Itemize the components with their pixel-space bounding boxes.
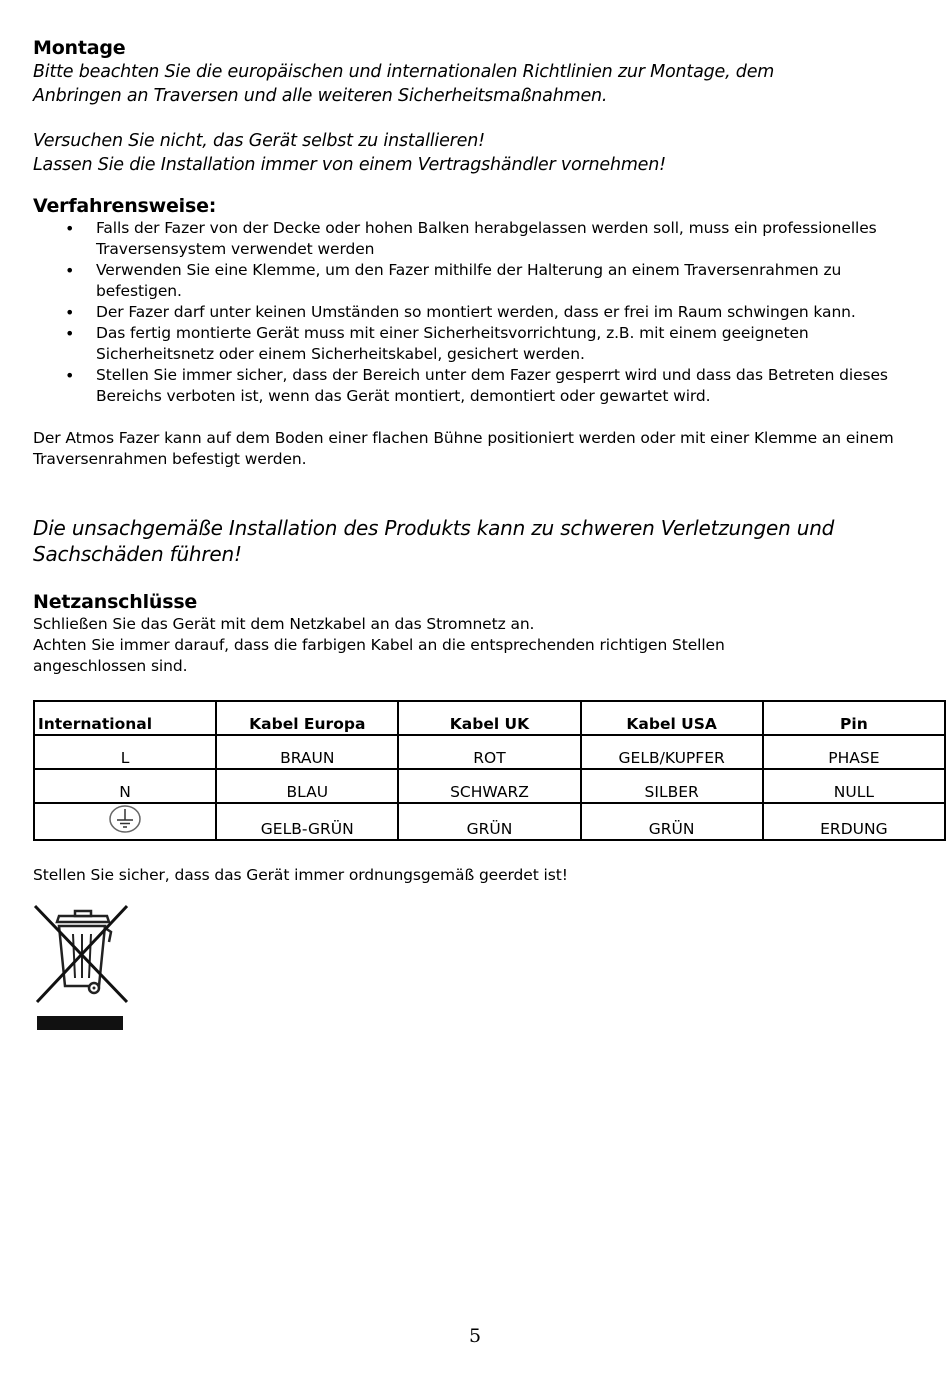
table-cell: GELB/KUPFER — [581, 735, 763, 769]
montage-line-3: Versuchen Sie nicht, das Gerät selbst zu installieren! — [33, 131, 485, 151]
procedure-item: • Der Fazer darf unter keinen Umständen so montiert werden, dass er frei im Raum schwingen kann. — [96, 302, 918, 323]
procedure-heading: Verfahrensweise: — [33, 195, 217, 217]
table-cell: L — [34, 735, 216, 769]
page-number: 5 — [468, 1325, 482, 1347]
table-cell: PHASE — [763, 735, 945, 769]
montage-line-4: Lassen Sie die Installation immer von einem Vertragshändler vornehmen! — [33, 155, 666, 175]
montage-line-1: Bitte beachten Sie die europäischen und internationalen Richtlinien zur Montage, dem — [33, 62, 775, 82]
procedure-item: • Das fertig montierte Gerät muss mit einer Sicherheitsvorrichtung, z.B. mit einem geeigneten Sicherheitsnetz oder einem Sicherheitskabel, gesichert werden. — [96, 323, 918, 365]
table-header-cell: Kabel UK — [398, 701, 580, 735]
montage-line-2: Anbringen an Traversen und alle weiteren Sicherheitsmaßnahmen. — [33, 86, 608, 106]
table-cell: SILBER — [581, 769, 763, 803]
table-row — [34, 769, 945, 803]
crossed-out-wheelie-bin-icon — [33, 902, 918, 1036]
cable-table — [33, 700, 946, 841]
table-cell: GRÜN — [398, 803, 580, 840]
table-cell: SCHWARZ — [398, 769, 580, 803]
procedure-note: Der Atmos Fazer kann auf dem Boden einer flachen Bühne positioniert werden oder mit einer Klemme an einem Traversenrahmen befestigt werden. — [33, 429, 894, 468]
table-header-cell: International — [34, 701, 216, 735]
earth-ground-icon — [108, 804, 142, 838]
procedure-list — [33, 218, 918, 407]
power-line-1: Schließen Sie das Gerät mit dem Netzkabel an das Stromnetz an. — [33, 615, 535, 633]
table-cell: N — [34, 769, 216, 803]
table-header-cell: Kabel Europa — [216, 701, 398, 735]
table-header-row — [34, 701, 945, 735]
table-header-cell: Kabel USA — [581, 701, 763, 735]
table-cell-ground — [34, 803, 216, 840]
table-cell: GRÜN — [581, 803, 763, 840]
installation-warning: Die unsachgemäße Installation des Produkts kann zu schweren Verletzungen und Sachschäden führen! — [33, 516, 835, 566]
procedure-item: • Falls der Fazer von der Decke oder hohen Balken herabgelassen werden soll, muss ein professionelles Traversensystem verwendet werden — [96, 218, 918, 260]
grounding-note: Stellen Sie sicher, dass das Gerät immer ordnungsgemäß geerdet ist! — [33, 866, 568, 884]
table-header-cell: Pin — [763, 701, 945, 735]
table-cell: GELB-GRÜN — [216, 803, 398, 840]
table-row — [34, 735, 945, 769]
table-cell: ERDUNG — [763, 803, 945, 840]
power-line-2: Achten Sie immer darauf, dass die farbigen Kabel an die entsprechenden richtigen Stellen angeschlossen sind. — [33, 636, 725, 675]
power-heading: Netzanschlüsse — [33, 591, 198, 613]
procedure-item: • Verwenden Sie eine Klemme, um den Fazer mithilfe der Halterung an einem Traversenrahmen zu befestigen. — [96, 260, 918, 302]
montage-heading: Montage — [33, 37, 126, 59]
table-row — [34, 803, 945, 840]
procedure-item: • Stellen Sie immer sicher, dass der Bereich unter dem Fazer gesperrt wird und dass das Betreten dieses Bereichs verboten ist, wenn das Gerät montiert, demontiert oder gewartet wird. — [96, 365, 918, 407]
table-cell: BRAUN — [216, 735, 398, 769]
table-cell: ROT — [398, 735, 580, 769]
table-cell: NULL — [763, 769, 945, 803]
table-cell: BLAU — [216, 769, 398, 803]
document-page — [33, 36, 918, 1036]
